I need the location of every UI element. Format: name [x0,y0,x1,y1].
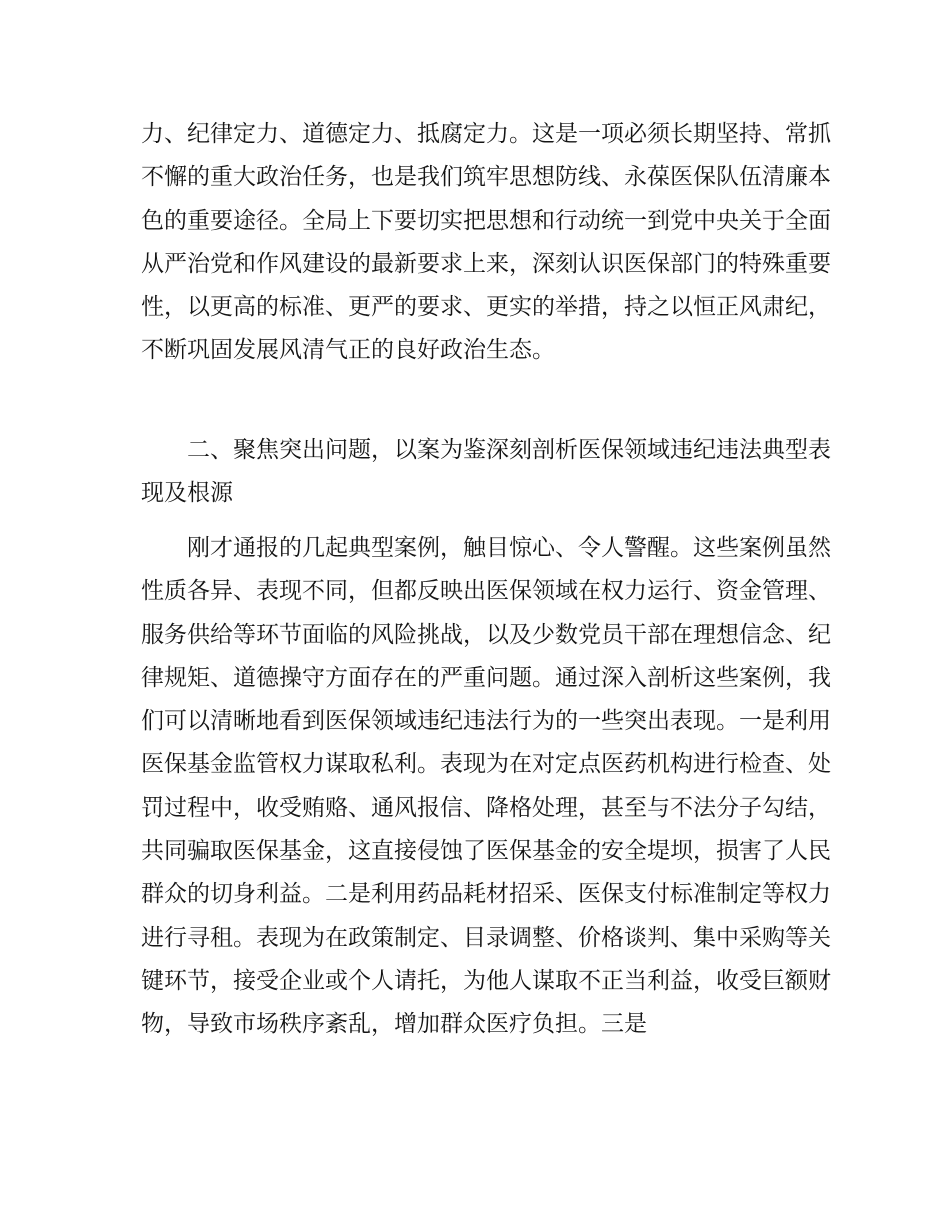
body-paragraph [141,527,831,1047]
paragraph-text: 力、纪律定力、道德定力、抵腐定力。这是一项必须长期坚持、常抓不懈的重大政治任务，也是我们筑牢思想防线、永葆医保队伍清廉本色的重要途径。全局上下要切实把思想和行动统一到党中央关于全面从严治党和作风建设的最新要求上来，深刻认识医保部门的特殊重要性，以更高的标准、更严的要求、更实的举措，持之以恒正风肃纪，不断巩固发展风清气正的良好政治生态。 [141,121,831,364]
paragraph-text: 刚才通报的几起典型案例，触目惊心、令人警醒。这些案例虽然性质各异、表现不同，但都反映出医保领域在权力运行、资金管理、服务供给等环节面临的风险挑战，以及少数党员干部在理想信念、纪律规矩、道德操守方面存在的严重问题。通过深入剖析这些案例，我们可以清晰地看到医保领域违纪违法行为的一些突出表现。一是利用医保基金监管权力谋取私利。表现为在对定点医药机构进行检查、处罚过程中，收受贿赂、通风报信、降格处理，甚至与不法分子勾结，共同骗取医保基金，这直接侵蚀了医保基金的安全堤坝，损害了人民群众的切身利益。二是利用药品耗材招采、医保支付标准制定等权力进行寻租。表现为在政策制定、目录调整、价格谈判、集中采购等关键环节，接受企业或个人请托，为他人谋取不正当利益，收受巨额财物，导致市场秩序紊乱，增加群众医疗负担。三是 [141,535,831,1038]
section-heading-text: 二、聚焦突出问题，以案为鉴深刻剖析医保领域违纪违法典型表现及根源 [141,437,831,507]
section-heading [141,429,831,516]
body-paragraph-continued [141,113,831,373]
